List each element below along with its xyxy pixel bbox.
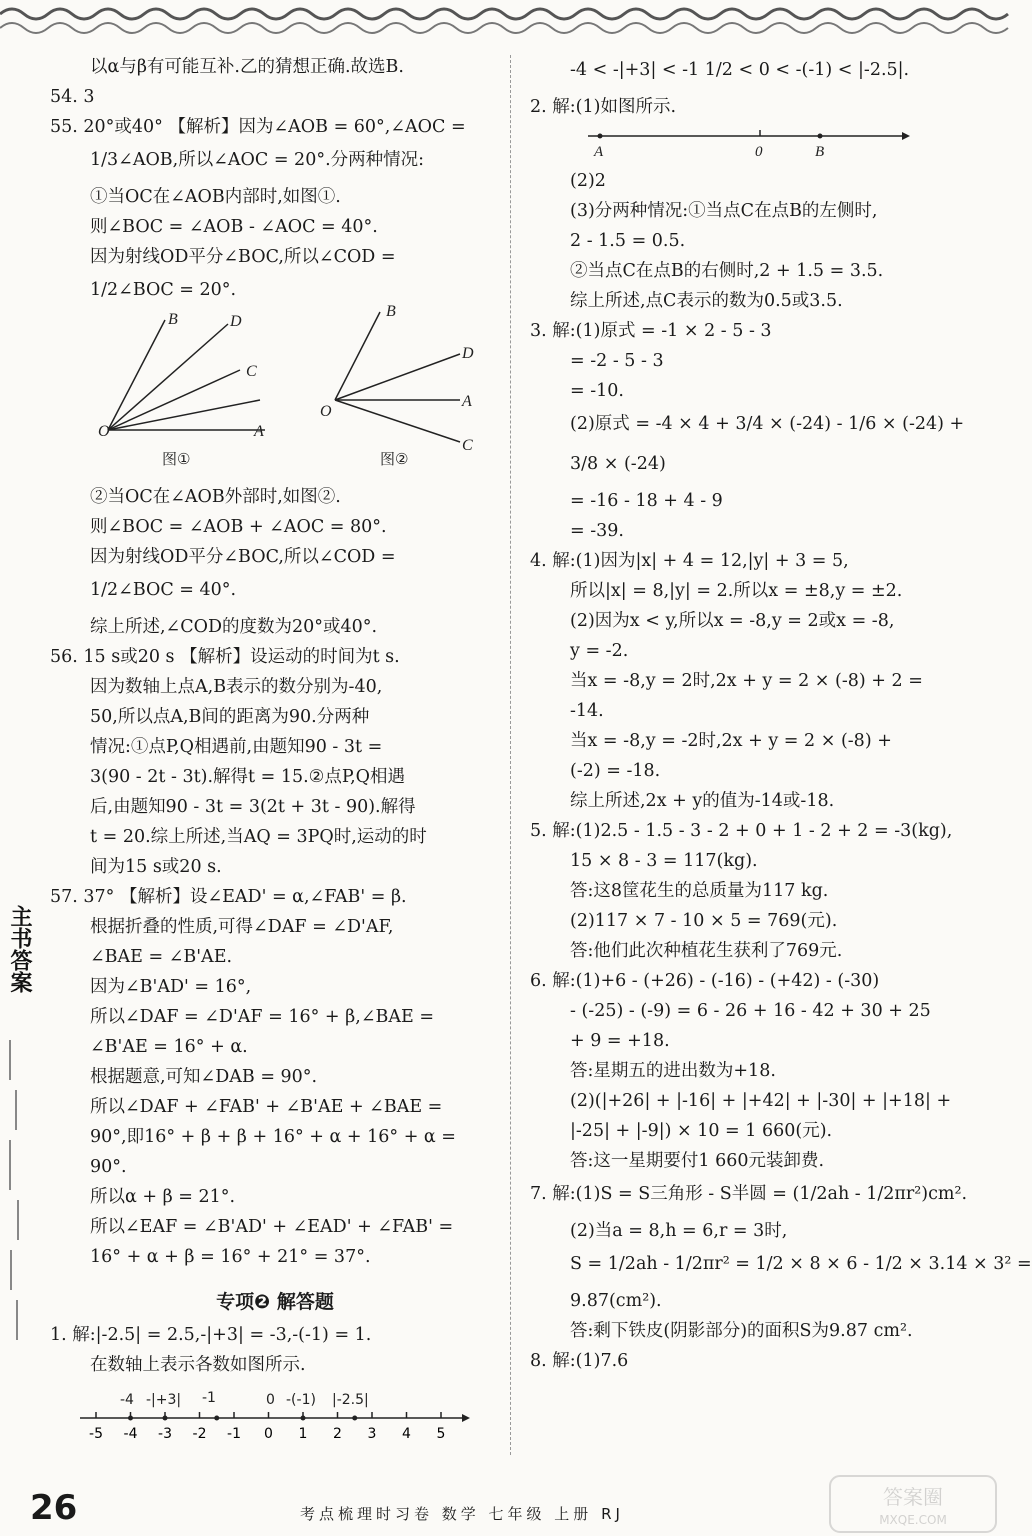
text-line: 56. 15 s或20 s 【解析】设运动的时间为t s.	[50, 647, 400, 667]
nl1-tick-label: 0	[264, 1426, 273, 1442]
nl1-point	[163, 1416, 168, 1421]
text-line: 2 - 1.5 = 0.5.	[570, 231, 686, 251]
nl1-tick-label: -4	[123, 1426, 138, 1442]
nl1-point-label: |-2.5|	[332, 1392, 369, 1408]
fig1-label-o: O	[98, 423, 110, 440]
text-line: 所以α + β = 21°.	[90, 1187, 236, 1207]
fig1-label-d: D	[230, 313, 242, 330]
text-line: 3. 解:(1)原式 = -1 × 2 - 5 - 3	[530, 321, 772, 341]
text-line: 答:这一星期要付1 660元装卸费.	[570, 1151, 825, 1171]
text-line: 15 × 8 - 3 = 117(kg).	[570, 851, 758, 871]
nl1-point	[214, 1416, 219, 1421]
nl2-label-zero: 0	[755, 144, 763, 160]
number-line-1	[50, 1380, 500, 1442]
text-line: (2)(|+26| + |-16| + |+42| + |-30| + |+18| +	[570, 1091, 952, 1111]
fig2-label-b: B	[386, 303, 396, 320]
nl1-tick-label: 2	[333, 1426, 342, 1442]
text-line: -4 < -|+3| < -1 1/2 < 0 < -(-1) < |-2.5|.	[570, 60, 910, 80]
text-line: 1/2∠BOC = 40°.	[90, 580, 237, 600]
text-line: 所以∠EAF = ∠B'AD' + ∠EAD' + ∠FAB' =	[90, 1217, 454, 1237]
text-line: 54. 3	[50, 87, 95, 107]
angle-figures-svg	[50, 303, 500, 482]
text-line: 答:这8筐花生的总质量为117 kg.	[570, 881, 829, 901]
text-line: = -2 - 5 - 3	[570, 351, 664, 371]
text-line: 5. 解:(1)2.5 - 1.5 - 3 - 2 + 0 + 1 - 2 + 2 = -3(kg),	[530, 821, 953, 841]
text-line: 90°,即16° + β + β + 16° + α + 16° + α =	[90, 1127, 456, 1147]
text-line: (2)原式 = -4 × 4 + 3/4 × (-24) - 1/6 × (-24) +	[570, 414, 965, 434]
text-line: = -16 - 18 + 4 - 9	[570, 491, 723, 511]
fig2-label-a: A	[462, 393, 472, 410]
text-line: 则∠BOC = ∠AOB - ∠AOC = 40°.	[90, 217, 378, 237]
text-line: 4. 解:(1)因为|x| + 4 = 12,|y| + 3 = 5,	[530, 551, 849, 571]
text-line: 7. 解:(1)S = S三角形 - S半圆 = (1/2ah - 1/2πr²)cm².	[530, 1184, 968, 1204]
nl1-point-label: 0	[266, 1392, 275, 1408]
svg-text:MXQE.COM: MXQE.COM	[879, 1513, 947, 1527]
top-wave-border	[0, 0, 1012, 42]
figure-1	[108, 320, 265, 430]
text-line: (2)因为x < y,所以x = -8,y = 2或x = -8,	[570, 611, 895, 631]
fig1-label-b: B	[168, 311, 178, 328]
text-line: (2)117 × 7 - 10 × 5 = 769(元).	[570, 911, 838, 931]
text-line: 答:星期五的进出数为+18.	[570, 1061, 776, 1081]
text-line: 因为数轴上点A,B表示的数分别为-40,	[90, 677, 383, 697]
text-line: S = 1/2ah - 1/2πr² = 1/2 × 8 × 6 - 1/2 × 3.14 × 3² =	[570, 1254, 1032, 1274]
text-line: (-2) = -18.	[570, 761, 661, 781]
nl1-point-label: -4	[120, 1392, 134, 1408]
text-line: 因为射线OD平分∠BOC,所以∠COD =	[90, 547, 396, 567]
text-line: 6. 解:(1)+6 - (+26) - (-16) - (+42) - (-30)	[530, 971, 880, 991]
text-line: 根据题意,可知∠DAB = 90°.	[90, 1067, 318, 1087]
fig2-label-o: O	[320, 403, 332, 420]
text-line: 3(90 - 2t - 3t).解得t = 15.②点P,Q相遇	[90, 767, 406, 787]
fig2-caption: 图②	[380, 450, 409, 468]
nl1-tick-label: -3	[158, 1426, 172, 1442]
fig2-label-d: D	[462, 345, 474, 362]
page-footer: 考点梳理时习卷 数学 七年级 上册 RJ	[300, 1505, 624, 1523]
nl2-label-a: A	[594, 144, 604, 160]
text-line: |-25| + |-9|) × 10 = 1 660(元).	[570, 1121, 833, 1141]
text-line: = -10.	[570, 381, 624, 401]
nl1-tick-label: -2	[192, 1426, 207, 1442]
text-line: 当x = -8,y = -2时,2x + y = 2 × (-8) +	[570, 731, 892, 751]
text-line: - (-25) - (-9) = 6 - 26 + 16 - 42 + 30 + 25	[570, 1001, 931, 1021]
side-decoration	[6, 1040, 26, 1340]
fig1-label-c: C	[246, 363, 257, 380]
nl2-label-b: B	[815, 144, 825, 160]
text-line: 8. 解:(1)7.6	[530, 1351, 629, 1371]
text-line: 所以∠DAF + ∠FAB' + ∠B'AE + ∠BAE =	[90, 1097, 443, 1117]
text-line: 当x = -8,y = 2时,2x + y = 2 × (-8) + 2 =	[570, 671, 923, 691]
watermark-logo	[828, 1474, 998, 1534]
number-line-1-svg	[50, 1380, 500, 1442]
text-line: 情况:①点P,Q相遇前,由题知90 - 3t =	[90, 737, 383, 757]
text-line: t = 20.综上所述,当AQ = 3PQ时,运动的时	[90, 827, 427, 847]
text-line: 1. 解:|-2.5| = 2.5,-|+3| = -3,-(-1) = 1.	[50, 1325, 372, 1345]
text-line: 以α与β有可能互补.乙的猜想正确.故选B.	[90, 57, 404, 77]
text-line: y = -2.	[570, 641, 629, 661]
text-line: ①当OC在∠AOB内部时,如图①.	[90, 187, 341, 207]
number-line-2-svg	[530, 122, 985, 166]
text-line: 2. 解:(1)如图所示.	[530, 97, 677, 117]
nl1-tick-label: 1	[298, 1426, 308, 1442]
text-line: 在数轴上表示各数如图所示.	[90, 1355, 306, 1375]
nl1-point-label: -1	[202, 1390, 216, 1406]
text-line: 根据折叠的性质,可得∠DAF = ∠D'AF,	[90, 917, 394, 937]
left-column	[50, 52, 500, 1442]
text-line: 1/3∠AOB,所以∠AOC = 20°.分两种情况:	[90, 150, 425, 170]
nl1-tick-label: 3	[367, 1426, 377, 1442]
text-line: 综上所述,∠COD的度数为20°或40°.	[90, 617, 378, 637]
text-line: -14.	[570, 701, 604, 721]
text-line: (2)当a = 8,h = 6,r = 3时,	[570, 1221, 788, 1241]
nl1-point	[301, 1416, 306, 1421]
column-divider	[510, 55, 511, 1455]
text-line: 所以|x| = 8,|y| = 2.所以x = ±8,y = ±2.	[570, 581, 903, 601]
angle-figures	[50, 303, 500, 482]
nl1-point-label: -(-1)	[286, 1392, 316, 1408]
text-line: 55. 20°或40° 【解析】因为∠AOB = 60°,∠AOC =	[50, 117, 466, 137]
nl1-tick-label: -1	[227, 1426, 241, 1442]
right-column	[530, 52, 1032, 1376]
text-line: + 9 = +18.	[570, 1031, 670, 1051]
nl1-tick-label: 4	[402, 1426, 411, 1442]
text-line: ②当点C在点B的右侧时,2 + 1.5 = 3.5.	[570, 261, 884, 281]
text-line: (2)2	[570, 171, 606, 191]
text-line: 所以∠DAF = ∠D'AF = 16° + β,∠BAE =	[90, 1007, 434, 1027]
text-line: 间为15 s或20 s.	[90, 857, 222, 877]
nl1-tick-label: -5	[89, 1426, 103, 1442]
nl1-point	[128, 1416, 133, 1421]
svg-text:答案圈: 答案圈	[883, 1485, 943, 1509]
text-line: 综上所述,2x + y的值为-14或-18.	[570, 791, 835, 811]
text-line: 16° + α + β = 16° + 21° = 37°.	[90, 1247, 371, 1267]
text-line: = -39.	[570, 521, 624, 541]
side-tab-label: 主书答案	[7, 905, 32, 993]
text-line: (3)分两种情况:①当点C在点B的左侧时,	[570, 201, 878, 221]
text-line: 1/2∠BOC = 20°.	[90, 280, 237, 300]
text-line: ②当OC在∠AOB外部时,如图②.	[90, 487, 341, 507]
number-line-2	[530, 122, 985, 166]
nl1-point	[352, 1416, 357, 1421]
nl1-tick-label: 5	[436, 1426, 446, 1442]
fig1-label-a: A	[254, 423, 264, 440]
page-number: 26	[30, 1488, 78, 1528]
figure-2	[335, 312, 460, 442]
text-line: 后,由题知90 - 3t = 3(2t + 3t - 90).解得	[90, 797, 416, 817]
text-line: 3/8 × (-24)	[570, 454, 666, 474]
fig1-caption: 图①	[162, 450, 191, 468]
text-line: 答:他们此次种植花生获利了769元.	[570, 941, 843, 961]
text-line: 因为∠B'AD' = 16°,	[90, 977, 252, 997]
text-line: 答:剩下铁皮(阴影部分)的面积S为9.87 cm².	[570, 1321, 913, 1341]
fig2-label-c: C	[462, 437, 473, 454]
text-line: 57. 37° 【解析】设∠EAD' = α,∠FAB' = β.	[50, 887, 407, 907]
text-line: ∠BAE = ∠B'AE.	[90, 947, 233, 967]
text-line: 因为射线OD平分∠BOC,所以∠COD =	[90, 247, 396, 267]
nl1-point-label: -|+3|	[146, 1392, 182, 1408]
text-line: 9.87(cm²).	[570, 1291, 662, 1311]
text-line: 50,所以点A,B间的距离为90.分两种	[90, 707, 370, 727]
text-line: 90°.	[90, 1157, 127, 1177]
text-line: 综上所述,点C表示的数为0.5或3.5.	[570, 291, 843, 311]
text-line: ∠B'AE = 16° + α.	[90, 1037, 248, 1057]
section-title: 专项❷ 解答题	[216, 1291, 334, 1313]
text-line: 则∠BOC = ∠AOB + ∠AOC = 80°.	[90, 517, 387, 537]
